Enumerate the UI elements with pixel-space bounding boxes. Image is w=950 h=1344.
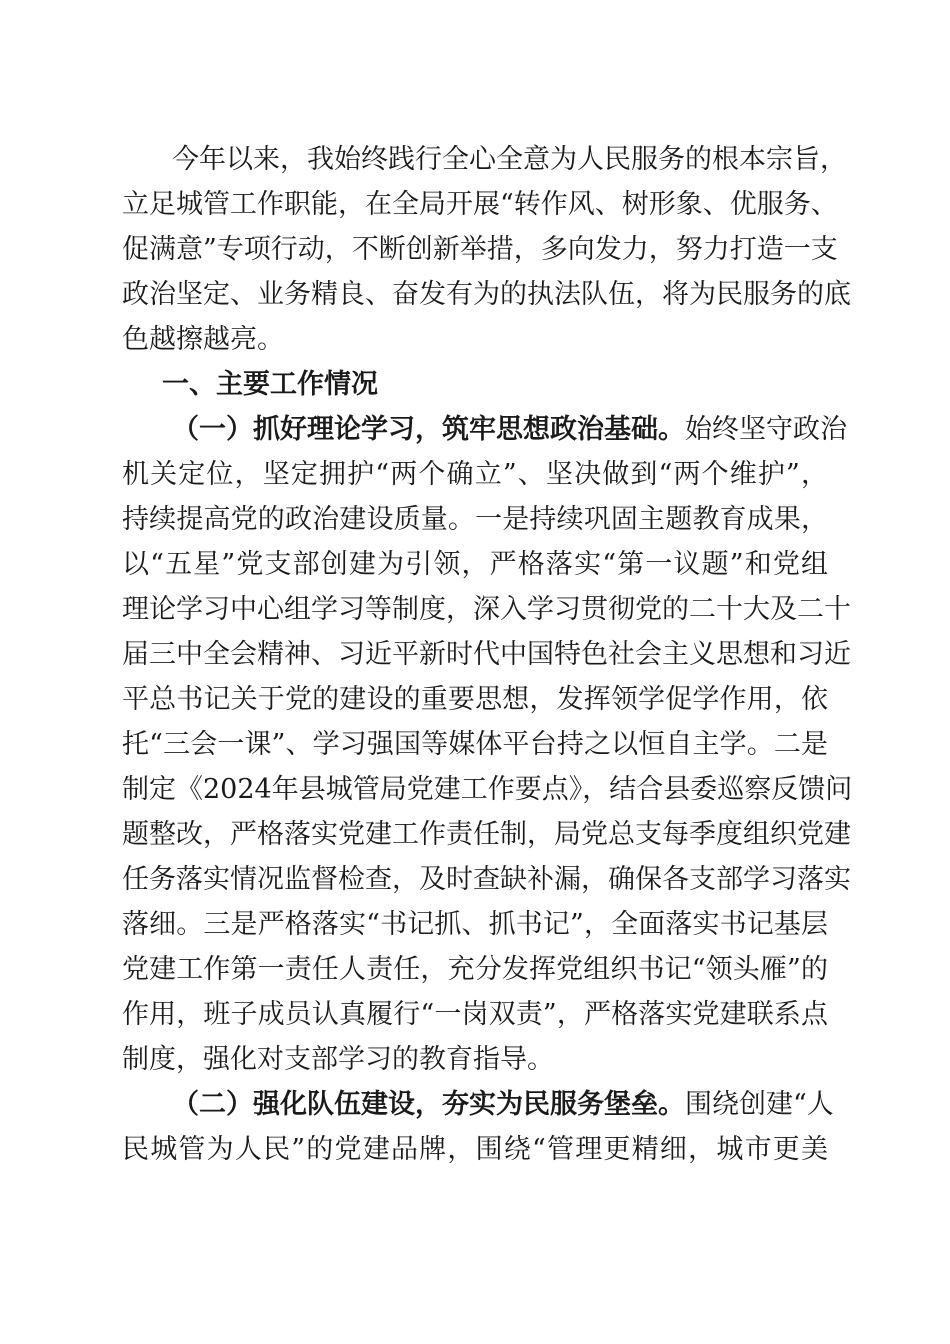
- sub1-title: （一）抓好理论学习，筑牢思想政治基础。: [172, 414, 685, 445]
- sub1-line: 作用，班子成员认真履行“一岗双责”，严格落实党建联系点: [122, 999, 828, 1030]
- sub1-line: 平总书记关于党的建设的重要思想，发挥领学促学作用，依: [122, 684, 828, 715]
- intro-line-4: 政治坚定、业务精良、奋发有为的执法队伍，将为民服务的底: [122, 279, 851, 310]
- intro-line-2: 立足城管工作职能，在全局开展“转作风、树形象、优服务、: [122, 189, 838, 220]
- sub2-first-rest: 围绕创建“人: [685, 1089, 834, 1120]
- section-heading: 一、主要工作情况: [162, 369, 378, 400]
- sub2-line: 民城管为人民”的党建品牌，围绕“管理更精细，城市更美: [122, 1134, 828, 1165]
- sub1-first-rest: 始终坚守政治: [685, 414, 847, 445]
- sub1-line: 题整改，严格落实党建工作责任制，局党总支每季度组织党建: [122, 819, 851, 850]
- sub1-line: 托“三会一课”、学习强国等媒体平台持之以恒自主学。二是: [122, 729, 828, 760]
- sub1-line: 任务落实情况监督检查，及时查缺补漏，确保各支部学习落实: [122, 864, 851, 895]
- sub1-line: 持续提高党的政治建设质量。一是持续巩固主题教育成果，: [122, 504, 828, 535]
- sub1-line: 以“五星”党支部创建为引领，严格落实“第一议题”和党组: [122, 549, 828, 580]
- intro-line-1: 今年以来，我始终践行全心全意为人民服务的根本宗旨，: [172, 144, 847, 175]
- intro-line-5: 色越擦越亮。: [122, 324, 284, 355]
- sub1-first-line: [172, 410, 847, 450]
- sub1-line: 制定《2024年县城管局党建工作要点》，结合县委巡察反馈问: [122, 774, 853, 805]
- sub1-line: 制度，强化对支部学习的教育指导。: [122, 1044, 554, 1075]
- sub2-first-line: [172, 1085, 834, 1125]
- sub1-line: 理论学习中心组学习等制度，深入学习贯彻党的二十大及二十: [122, 594, 851, 625]
- sub1-line: 党建工作第一责任人责任，充分发挥党组织书记“领头雁”的: [122, 954, 828, 985]
- sub1-line: 机关定位，坚定拥护“两个确立”、坚决做到“两个维护”，: [122, 459, 828, 490]
- sub2-title: （二）强化队伍建设，夯实为民服务堡垒。: [172, 1089, 685, 1120]
- intro-line-3: 促满意”专项行动，不断创新举措，多向发力，努力打造一支: [122, 234, 838, 265]
- sub1-line: 届三中全会精神、习近平新时代中国特色社会主义思想和习近: [122, 639, 851, 670]
- sub1-line: 落细。三是严格落实“书记抓、抓书记”，全面落实书记基层: [122, 909, 828, 940]
